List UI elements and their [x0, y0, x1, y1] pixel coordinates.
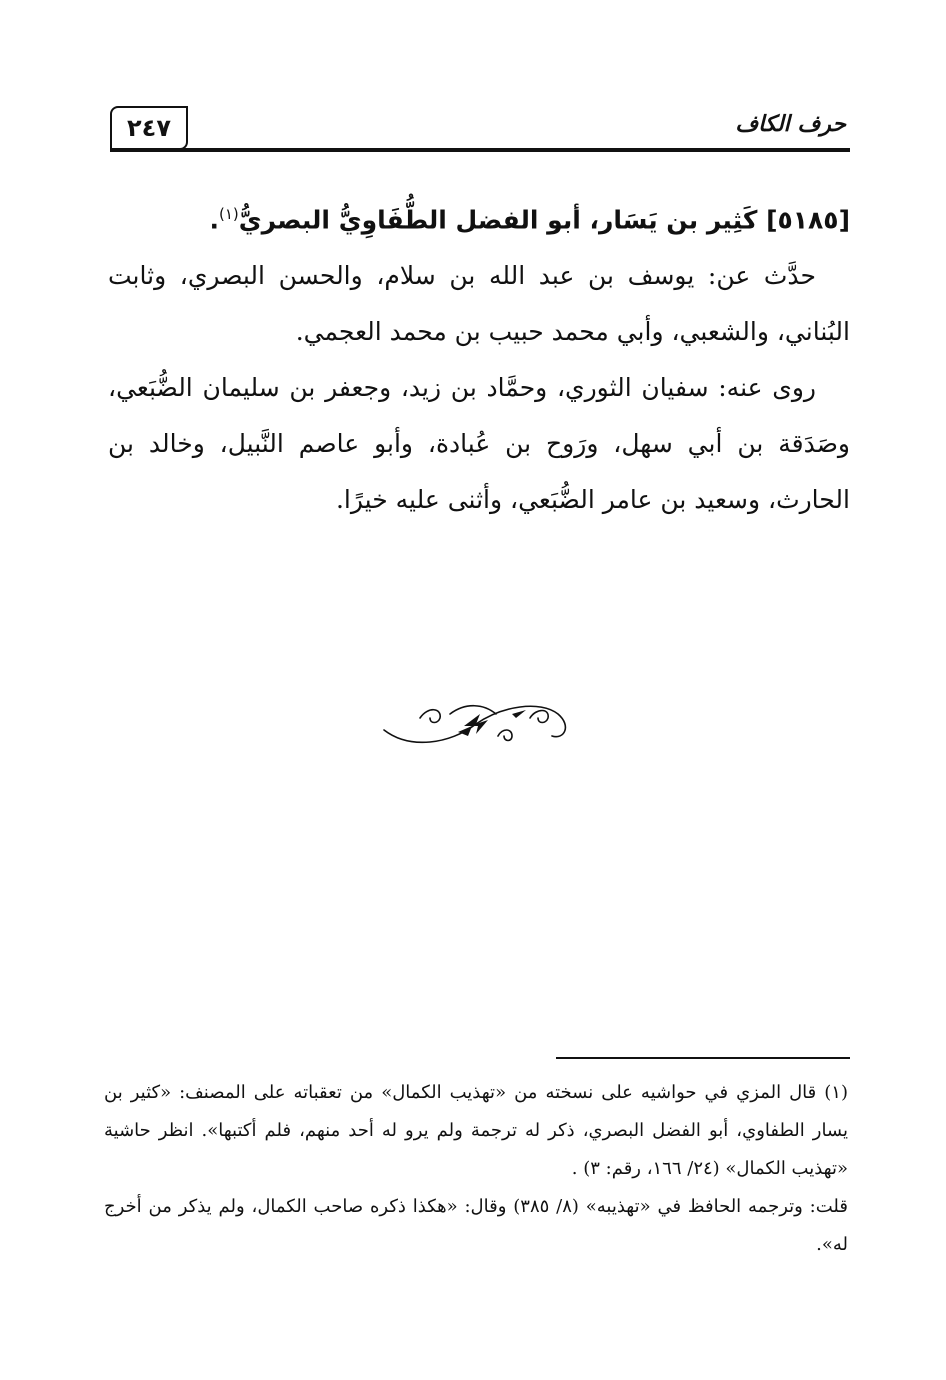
- narrated-by-paragraph: روى عنه: سفيان الثوري، وحمَّاد بن زيد، وجعفر بن سليمان الضُّبَعي، وصَدَقة بن أبي سهل، ورَوح بن عُبادة، وأبو عاصم النَّبيل، وخالد بن الحارث، وسعيد بن عامر الضُّبَعي، وأثنى عليه خيرًا.: [108, 373, 850, 515]
- header-rule: [110, 148, 850, 152]
- ornament-icon: [380, 696, 576, 750]
- footnotes: [104, 1074, 848, 1264]
- entry-body: [108, 186, 850, 528]
- footnote-2: قلت: وترجمه الحافظ في «تهذيبه» (٨/ ٣٨٥) وقال: «هكذا ذكره صاحب الكمال، ولم يذكر من أخرج له».: [104, 1196, 848, 1255]
- footnote-ref: (١): [218, 205, 239, 223]
- chapter-title: حرف الكاف: [735, 112, 846, 137]
- footnote-rule: [556, 1057, 850, 1059]
- page-header: [110, 96, 850, 160]
- entry-heading-end: .: [209, 205, 219, 235]
- entry-heading: [108, 186, 850, 248]
- page-number: ٢٤٧: [110, 106, 188, 150]
- footnote-1: (١) قال المزي في حواشيه على نسخته من «تهذيب الكمال» من تعقباته على المصنف: «كثير بن يسار الطفاوي، أبو الفضل البصري، ذكر له ترجمة ولم يرو له أحد منهم، فلم أكتبها». انظر حاشية «تهذيب الكمال» (٢٤/ ١٦٦، رقم: ٣) .: [104, 1082, 848, 1179]
- narrated-from-paragraph: حدَّث عن: يوسف بن عبد الله بن سلام، والحسن البصري، وثابت البُناني، والشعبي، وأبي محمد حبيب بن محمد العجمي.: [108, 261, 850, 347]
- entry-heading-text: [٥١٨٥] كَثِير بن يَسَار، أبو الفضل الطُّفَاوِيُّ البصريُّ: [238, 205, 850, 235]
